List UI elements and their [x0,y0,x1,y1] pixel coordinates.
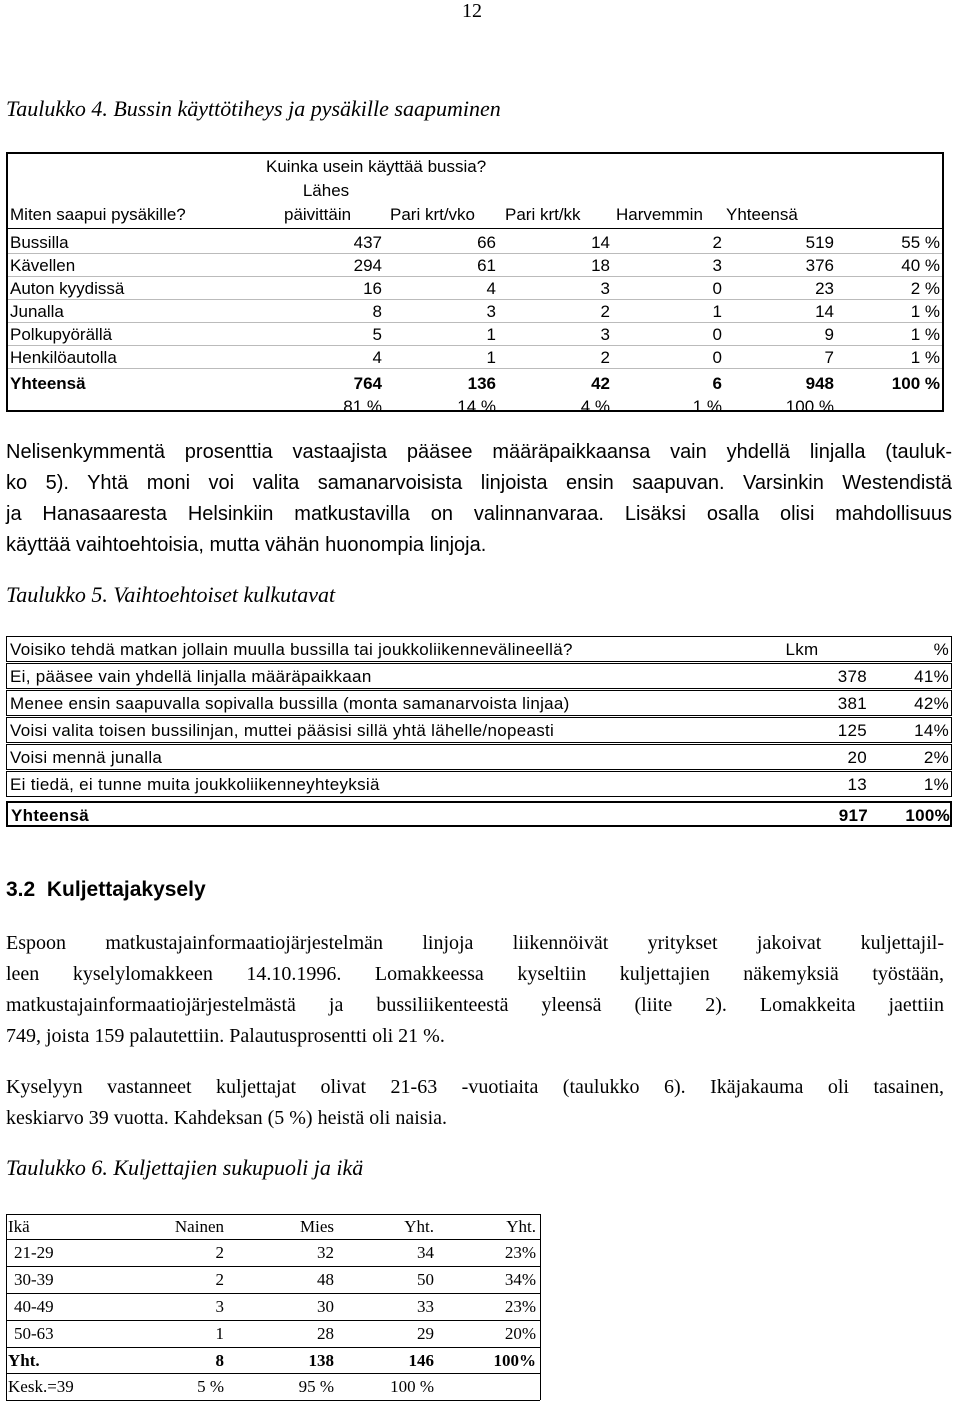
table5-total-row [6,801,952,827]
table6-hline [6,1266,540,1267]
table5-label: Voisi valita toisen bussilinjan, muttei pääsisi sillä yhtä lähelle/nopeasti [10,721,555,740]
table4-row-label: Henkilöautolla [10,348,117,367]
table6-cell: 1 [215,1324,224,1343]
table5-count: 13 [847,775,867,794]
table4-cell: 1 [712,302,722,321]
table4-percent-cell: 1 % [692,397,722,416]
table4-col1-line1: Lähes [302,181,350,200]
table4-cell: 4 [372,348,382,367]
table5-label: Voisiko tehdä matkan jollain muulla bussilla tai joukkoliikennevälineellä? [10,640,573,659]
table4-col4-header: Harvemmin [616,205,703,224]
paragraph-1-line-1: Nelisenkymmentä prosenttia vastaajista pääsee määräpaikkaansa vain yhdellä linjalla (tauluk- [6,441,952,463]
table4-cell: 0 [712,348,722,367]
table6-vline [540,1214,541,1400]
table4-cell: 519 [805,233,834,252]
table6-total-cell: 138 [308,1351,334,1370]
table4-cell: 23 [815,279,834,298]
table5-row [6,690,952,716]
table4-header-question: Kuinka usein käyttää bussia? [266,157,487,176]
table4-cell: 2 % [910,279,940,298]
table4-cell: 18 [591,256,610,275]
table4-cell: 3 [712,256,722,275]
table4-col2-header: Pari krt/vko [390,205,476,224]
table4-cell: 2 [600,302,610,321]
table5-pct: 100% [905,806,950,825]
table6-cell: 21-29 [14,1243,54,1262]
table5-label: Menee ensin saapuvalla sopivalla bussilla (monta samanarvoista linjaa) [10,694,570,713]
paragraph-2-line-4: 749, joista 159 palautettiin. Palautusprosentti oli 21 %. [6,1025,445,1047]
section-number: 3.2 [6,878,36,901]
table5-pct: 1% [923,775,949,794]
table4-cell: 0 [712,279,722,298]
table5-pct: 42% [914,694,949,713]
table6-hline [6,1239,540,1240]
table4-cell: 1 % [910,348,940,367]
table5-count: 125 [837,721,867,740]
table6-cell: 3 [215,1297,224,1316]
table4-total-cell: 948 [805,374,834,393]
table5-count: Lkm [785,640,819,659]
table5-row [6,663,952,689]
table4-row-header: Miten saapui pysäkille? [10,205,186,224]
table6-footer-cell: 100 % [390,1377,434,1396]
table4-cell: 0 [712,325,722,344]
table6-cell: 34% [504,1270,536,1289]
table6-footer-cell: Kesk.=39 [8,1377,74,1396]
table6-cell: 2 [215,1243,224,1262]
table5-label: Ei tiedä, ei tunne muita joukkoliikenneyhteyksiä [10,775,380,794]
table4-cell: 1 % [910,302,940,321]
table4-col3-header: Pari krt/kk [505,205,581,224]
table5-caption: Taulukko 5. Vaihtoehtoiset kulkutavat [6,582,336,607]
table6-cell: 50 [417,1270,434,1289]
table4-total-label: Yhteensä [10,374,86,393]
table5-count: 378 [837,667,867,686]
table6-cell: 28 [317,1324,334,1343]
table5-count: 20 [847,748,867,767]
table5-pct: 14% [914,721,949,740]
paragraph-2-line-1: Espoon matkustajainformaatiojärjestelmän linjoja liikennöivät yritykset jakoivat kuljettajil- [6,932,944,954]
table6-cell: 2 [215,1270,224,1289]
section-title: Kuljettajakysely [46,878,206,901]
table6-total-cell: Yht. [8,1351,40,1370]
table4-col5-header: Yhteensä [726,205,798,224]
table5-count: 381 [837,694,867,713]
table4-cell: 7 [824,348,834,367]
table4-cell: 376 [805,256,834,275]
table6-header-cell: Ikä [8,1217,30,1236]
table6-footer-cell: 5 % [197,1377,224,1396]
table6-header-cell: Yht. [404,1217,434,1236]
table5-label: Ei, pääsee vain yhdellä linjalla määräpaikkaan [10,667,372,686]
table6-vline [6,1214,7,1400]
table6-hline [6,1320,540,1321]
table4-cell: 1 % [910,325,940,344]
table4-percent-cell: 14 % [457,397,496,416]
table4-percent-cell: 100 % [785,397,834,416]
table4-cell: 1 [486,325,496,344]
table6-hline [6,1373,540,1374]
table5-count: 917 [838,806,868,825]
paragraph-1 [6,437,952,561]
table4-total-cell: 42 [591,374,610,393]
table4-row-label: Junalla [10,302,64,321]
table4-percent-cell: 81 % [343,397,382,416]
table4-cell: 2 [600,348,610,367]
table4-cell: 40 % [901,256,940,275]
paragraph-2 [6,928,944,1052]
table4 [6,152,944,416]
paragraph-2-line-3: matkustajainformaatiojärjestelmästä ja bussiliikenteestä yleensä (liite 2). Lomakkeita jaettiin [6,994,944,1016]
table6-hline [6,1293,540,1294]
table4-row-label: Kävellen [10,256,76,275]
table4-cell: 294 [353,256,382,275]
table4-cell: 437 [353,233,382,252]
table4-cell: 3 [600,325,610,344]
table4-cell: 1 [486,348,496,367]
table5-pct: 41% [914,667,949,686]
table4-cell: 3 [486,302,496,321]
table6-caption: Taulukko 6. Kuljettajien sukupuoli ja ikä [6,1155,364,1180]
table5-row [6,717,952,743]
table6-header-cell: Yht. [506,1217,536,1236]
table6-cell: 30-39 [14,1270,54,1289]
table4-row-divider [8,299,942,300]
table4-total-cell: 136 [467,374,496,393]
table6-cell: 20% [504,1324,536,1343]
table4-cell: 8 [372,302,382,321]
table6-cell: 34 [417,1243,434,1262]
paragraph-1-line-2: ko 5). Yhtä moni voi valita samanarvoisista linjoista ensin saapuvan. Varsinkin Westendistä [6,472,952,494]
table6-cell: 40-49 [14,1297,54,1316]
table4-row-label: Auton kyydissä [10,279,125,298]
table6-cell: 50-63 [14,1324,54,1343]
table4-cell: 14 [591,233,610,252]
table4-cell: 2 [712,233,722,252]
table4-percent-cell: 4 % [580,397,610,416]
table6-cell: 29 [417,1324,434,1343]
table6-cell: 30 [317,1297,334,1316]
page-number: 12 [462,0,482,22]
table6-cell: 32 [317,1243,334,1262]
table4-row-divider [8,322,942,323]
section-heading [6,878,206,902]
table6-hline [6,1347,540,1348]
table4-row-label: Polkupyörällä [10,325,113,344]
table4-cell: 66 [477,233,496,252]
table6-cell: 23% [504,1243,536,1262]
table6-header-cell: Nainen [174,1217,224,1236]
table4-row-label: Bussilla [10,233,69,252]
table4-cell: 5 [372,325,382,344]
table4-caption: Taulukko 4. Bussin käyttötiheys ja pysäkille saapuminen [6,96,501,121]
table6-total-cell: 8 [215,1351,224,1370]
table4-cell: 9 [824,325,834,344]
paragraph-2-line-2: leen kyselylomakkeen 14.10.1996. Lomakkeessa kyseltiin kuljettajien näkemyksiä työstään, [6,963,944,985]
table5-pct: 2% [923,748,949,767]
table4-total-cell: 764 [353,374,382,393]
table4-cell: 16 [363,279,382,298]
table4-cell: 55 % [901,233,940,252]
paragraph-3-line-1: Kyselyyn vastanneet kuljettajat olivat 21-63 -vuotiaita (taulukko 6). Ikäjakauma oli tasainen, [6,1076,944,1098]
table4-cell: 61 [477,256,496,275]
table6-cell: 33 [417,1297,434,1316]
table5-label: Yhteensä [11,806,89,825]
table6-cell: 23% [504,1297,536,1316]
table4-total-cell: 6 [712,374,722,393]
table5-header-row [6,636,952,662]
paragraph-3 [6,1072,944,1134]
table4-cell: 14 [815,302,834,321]
table6-total-cell: 146 [408,1351,434,1370]
table6-total-cell: 100% [493,1351,536,1370]
table5-pct: % [933,640,949,659]
table5-row [6,771,952,797]
paragraph-1-line-3: ja Hanasaaresta Helsinkiin matkustavilla on valinnanvaraa. Lisäksi osalla olisi mahdollisuus [6,503,952,525]
table6-cell: 48 [317,1270,334,1289]
table6-header-cell: Mies [300,1217,334,1236]
table4-row-divider [8,276,942,277]
table5-row [6,744,952,770]
table6-hline [6,1400,540,1401]
paragraph-1-line-4: käyttää vaihtoehtoisia, mutta vähän huonompia linjoja. [6,534,487,556]
table4-cell: 3 [600,279,610,298]
table4-col1-header: päivittäin [284,205,352,224]
table6-hline [6,1214,540,1215]
table5-label: Voisi mennä junalla [10,748,163,767]
table6-footer-cell: 95 % [298,1377,334,1396]
table4-row-divider [8,345,942,346]
table4-row-divider [8,253,942,254]
table4-total-cell: 100 % [891,374,940,393]
table4-cell: 4 [486,279,496,298]
paragraph-3-line-2: keskiarvo 39 vuotta. Kahdeksan (5 %) heistä oli naisia. [6,1107,447,1129]
table4-row-divider [8,368,942,369]
